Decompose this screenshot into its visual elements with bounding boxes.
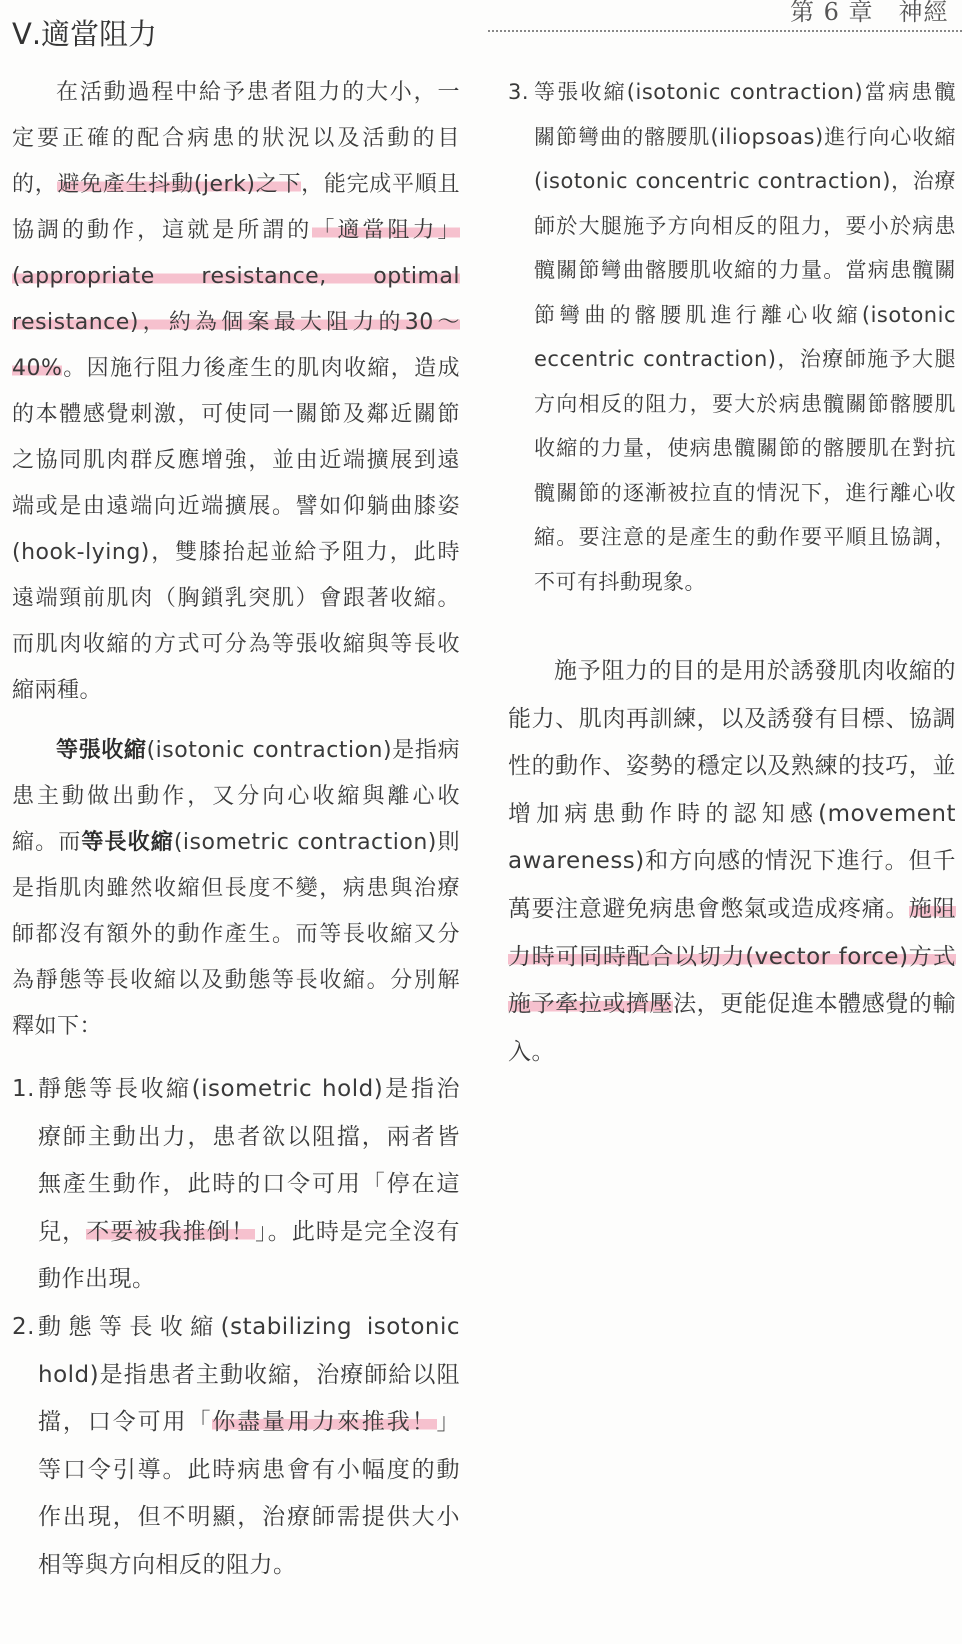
right-column xyxy=(508,70,956,1076)
text-run: 等張收縮(isotonic contraction)當病患髖關節彎曲的髂腰肌(iliopsoas)進行向心收縮(isotonic concentric contraction)，治療師於大腿施予方向相反的阻力，要小於病患髖關節彎曲髂腰肌收縮的力量。當病患髖關節彎曲的髂腰肌進行離心收縮(isotonic eccentric contraction)，治療師施予大腿方向相反的阻力，要大於病患髖關節髂腰肌收縮的力量，使病患髖關節的髂腰肌在對抗髖關節的逐漸被拉直的情況下，進行離心收縮。要注意的是產生的動作要平順且協調，不可有抖動現象。 xyxy=(534,80,956,594)
paragraph-isotonic-isometric xyxy=(12,728,460,1050)
spacer xyxy=(508,604,956,648)
left-column xyxy=(12,70,460,1590)
highlight-appropriate-resistance: 「適當阻力」(appropriate resistance, optimal resistance)，約為個案最大阻力的30～40% xyxy=(12,218,460,381)
bold-term-isometric: 等長收縮 xyxy=(81,830,174,855)
list-number: 2. xyxy=(12,1313,35,1340)
highlight-vector-force: 施阻力時可同時配合以切力(vector force)方式施予牽拉或擠壓 xyxy=(508,895,957,1018)
text-run: (isometric contraction)則是指肌肉雖然收縮但長度不變，病患與治療師都沒有額外的動作產生。而等長收縮又分為靜態等長收縮以及動態等長收縮。分別解釋如下： xyxy=(12,830,460,1039)
text-run: 」等口令引導。此時病患會有小幅度的動作出現，但不明顯，治療師需提供大小相等與方向相反的阻力。 xyxy=(38,1409,460,1578)
text-run: 動態等長收縮(stabilizing isotonic hold)是指患者主動收縮，治療師給以阻擋，口令可用「 xyxy=(38,1313,460,1436)
header-divider xyxy=(488,30,962,32)
paragraph-appropriate-resistance xyxy=(12,70,460,714)
chapter-header: 第 6 章 神經 xyxy=(790,0,949,26)
text-run: 靜態等長收縮(isometric hold)是指治療師主動出力，患者欲以阻擋，兩者皆無產生動作，此時的口令可用「停在這兒， xyxy=(38,1076,460,1245)
list-item xyxy=(12,1066,460,1304)
section-title: Ⅴ.適當阻力 xyxy=(12,17,158,51)
highlight-command: 你盡量用力來推我！ xyxy=(212,1409,437,1436)
bold-term-isotonic: 等張收縮 xyxy=(56,738,147,763)
text-run: ，能完成平順且協調的動作，這就是所謂的 xyxy=(12,172,460,243)
list-item xyxy=(508,70,956,604)
contraction-list-right xyxy=(508,70,956,604)
list-number: 3. xyxy=(508,80,530,104)
text-run: 。因施行阻力後產生的肌肉收縮，造成的本體感覺刺激，可使同一關節及鄰近關節之協同肌肉群反應增強，並由近端擴展到遠端或是由遠端向近端擴展。譬如仰躺曲膝姿(hook-lying)，雙膝抬起並給予阻力，此時遠端頸前肌肉（胸鎖乳突肌）會跟著收縮。而肌肉收縮的方式可分為等張收縮與等長收縮兩種。 xyxy=(12,356,460,703)
text-run: 在活動過程中給予患者阻力的大小，一定要正確的配合病患的狀況以及活動的目的， xyxy=(12,80,460,197)
paragraph-resistance-purpose xyxy=(508,648,956,1076)
text-run: 」。此時是完全沒有動作出現。 xyxy=(38,1218,461,1293)
text-run: 法，更能促進本體感覺的輸入。 xyxy=(508,991,957,1065)
list-item xyxy=(12,1304,460,1590)
highlight-command: 不要被我推倒！ xyxy=(86,1218,256,1245)
text-run: (isotonic contraction)是指病患主動做出動作，又分向心收縮與離心收縮。而 xyxy=(12,738,460,855)
text-run: 施予阻力的目的是用於誘發肌肉收縮的能力、肌肉再訓練，以及誘發有目標、協調性的動作、姿勢的穩定以及熟練的技巧，並增加病患動作時的認知感(movement awareness)和方向感的情況下進行。但千萬要注意避免病患會憋氣或造成疼痛。 xyxy=(508,658,956,922)
contraction-list-left xyxy=(12,1066,460,1590)
highlight-jerk: 避免產生抖動(jerk)之下 xyxy=(57,172,302,197)
list-number: 1. xyxy=(12,1076,35,1102)
